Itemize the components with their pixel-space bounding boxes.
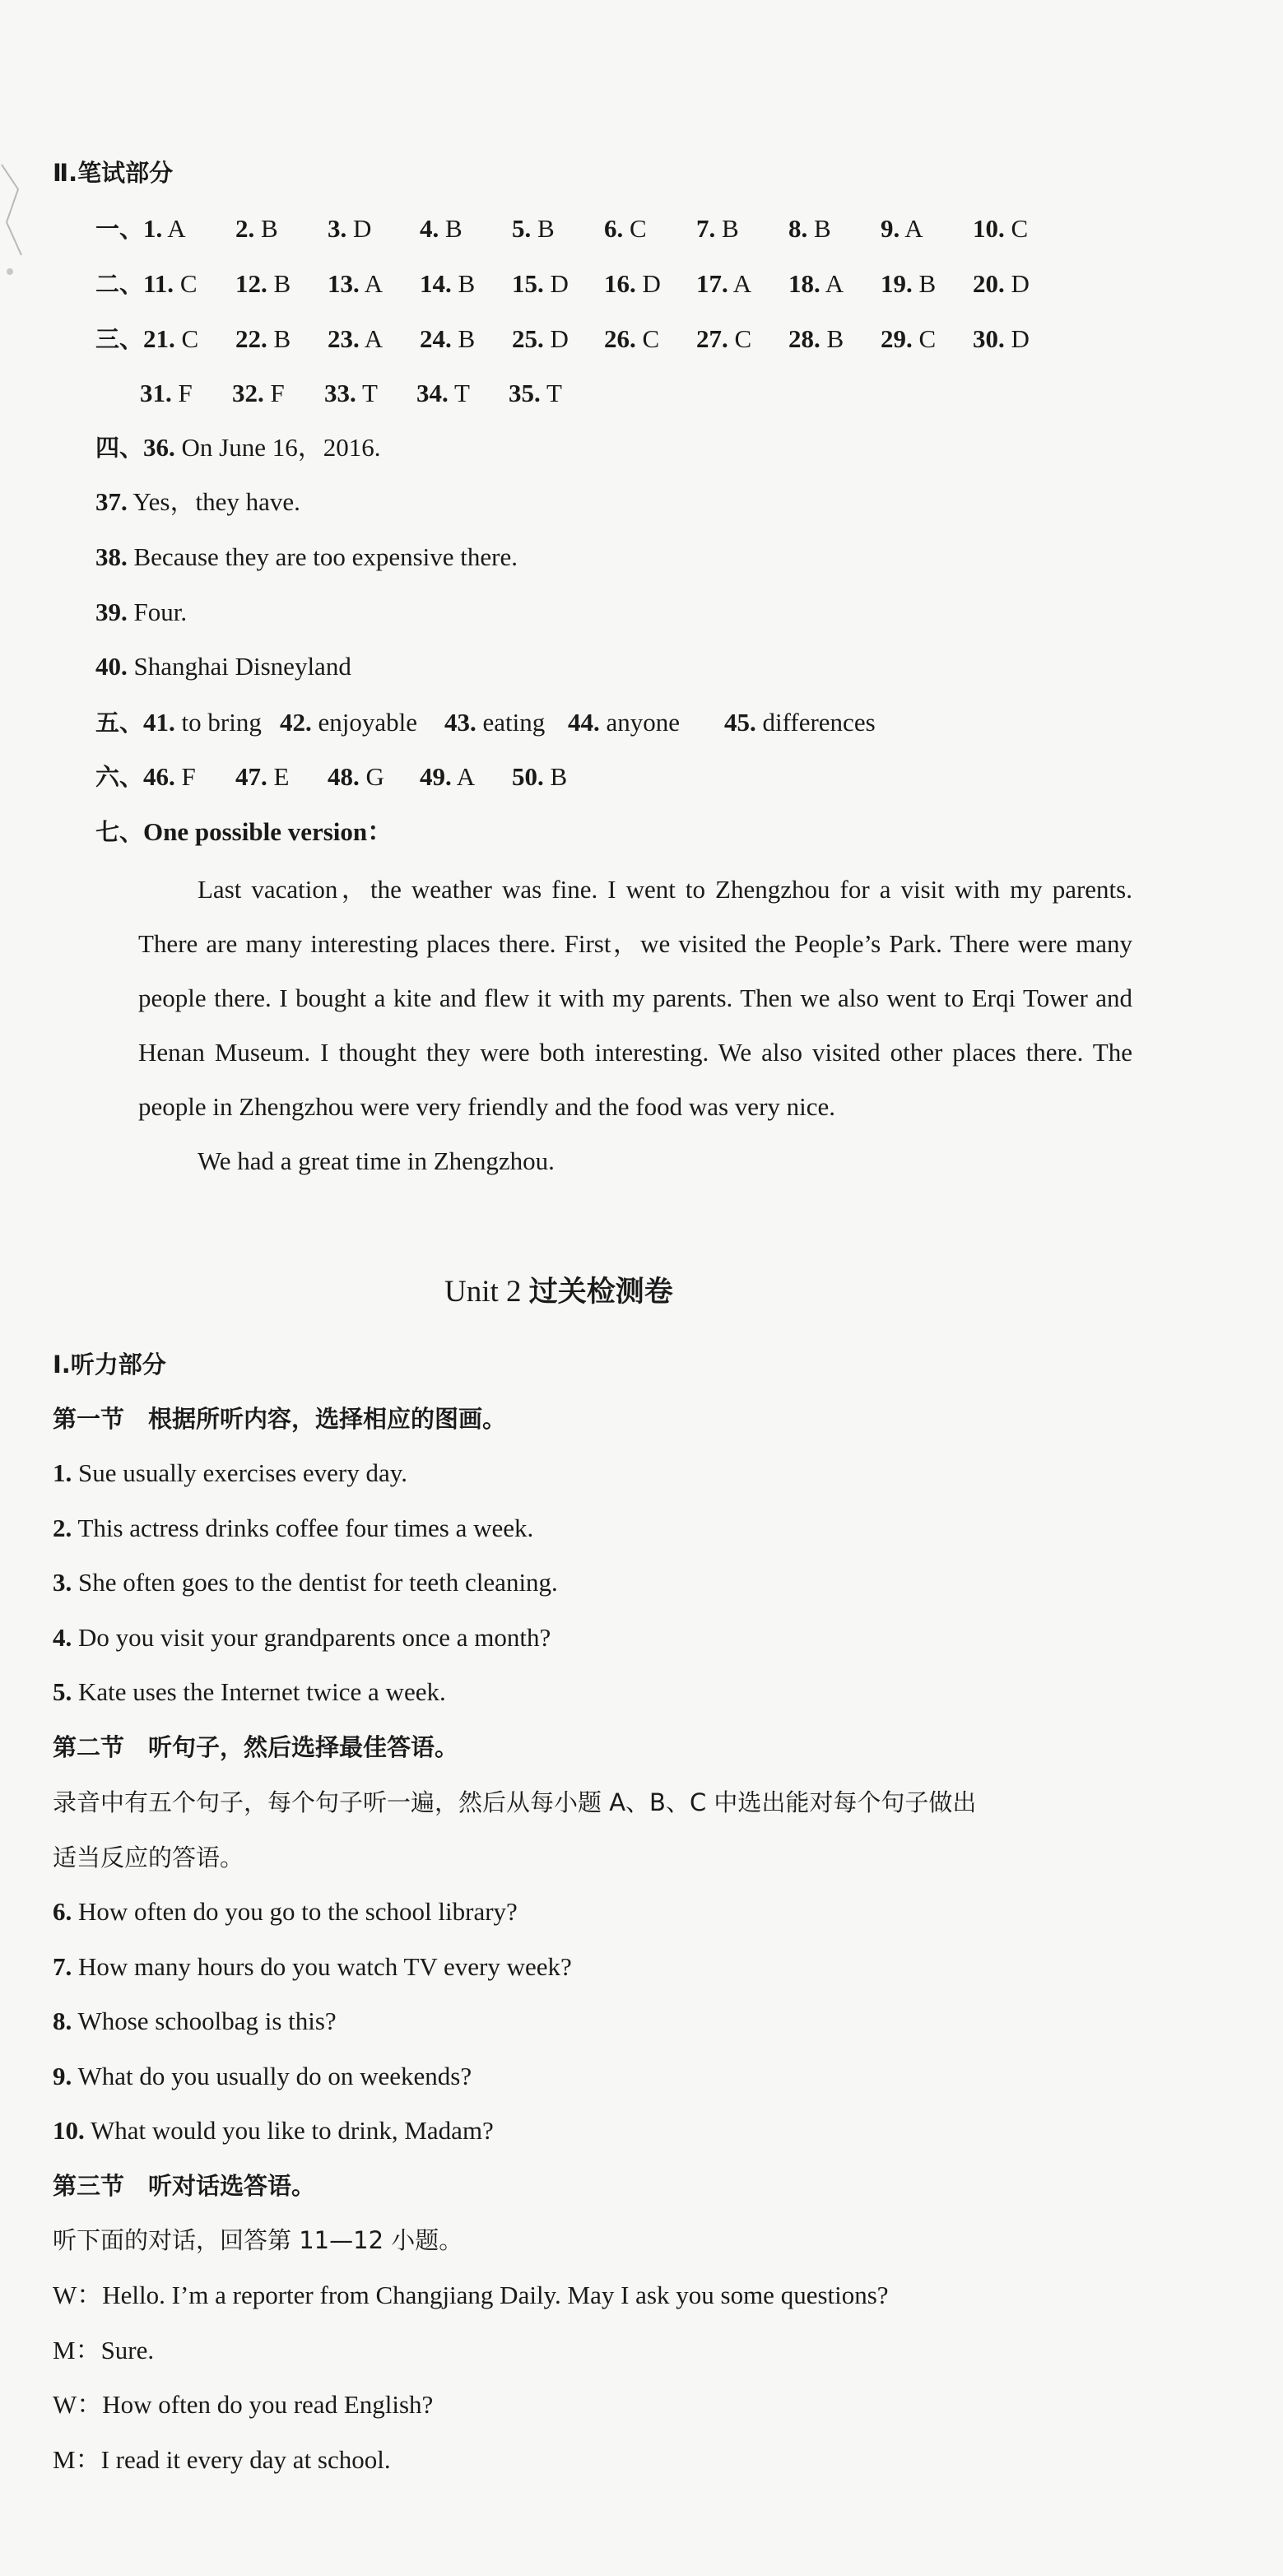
- answer-item: [444, 706, 568, 739]
- answer-item: [724, 706, 930, 739]
- listening-item: [53, 1621, 551, 1654]
- answer-value: to bring: [174, 708, 262, 737]
- answer-item: [235, 212, 328, 245]
- answer-item: [143, 706, 280, 739]
- answer-item: [788, 323, 881, 356]
- answer-value: C: [912, 324, 937, 353]
- section3-heading: 第三节 听对话选答语。: [53, 2172, 316, 2200]
- answer-value: C: [174, 324, 199, 353]
- dialogue-line-2: M：Sure.: [53, 2336, 155, 2364]
- item-text: Do you visit your grandparents once a month?: [72, 1622, 551, 1652]
- answer-value: B: [543, 762, 568, 791]
- section2-instruction-line2: 适当反应的答语。: [53, 1844, 244, 1872]
- answer-number: 23.: [328, 324, 360, 353]
- item-text: She often goes to the dentist for teeth cleaning.: [72, 1568, 558, 1597]
- essay-paragraph-2: We had a great time in Zhengzhou.: [198, 1146, 555, 1175]
- answer-number: 16.: [604, 269, 636, 298]
- item-text: Whose schoolbag is this?: [72, 2006, 337, 2035]
- answer-number: 21.: [143, 324, 175, 353]
- answer-item: [416, 377, 509, 410]
- answer-number: 31.: [140, 379, 172, 407]
- answer-number: 13.: [328, 269, 360, 298]
- answer-item: [143, 212, 235, 245]
- item-text: How often do you go to the school library?: [72, 1897, 518, 1926]
- num-37: 37.: [95, 487, 128, 516]
- answer-number: 28.: [788, 324, 820, 353]
- answer-value: A: [727, 269, 752, 298]
- answer-number: 10.: [973, 214, 1005, 243]
- listening-item: [53, 2060, 472, 2093]
- answer-number: 1.: [143, 214, 163, 243]
- answer-number: 34.: [416, 379, 449, 407]
- answer-number: 35.: [509, 379, 541, 407]
- answer-item: [512, 212, 604, 245]
- answer-value: D: [346, 214, 372, 243]
- answer-value: A: [451, 762, 476, 791]
- section-label-7: 七、: [95, 818, 144, 846]
- text-36: On June 16，2016.: [174, 433, 381, 462]
- answer-number: 42.: [280, 708, 312, 737]
- text-37: Yes，they have.: [127, 487, 300, 516]
- item-text: How many hours do you watch TV every week?: [72, 1951, 572, 1981]
- answer-number: 29.: [881, 324, 913, 353]
- unit2-title-en: Unit 2: [444, 1275, 529, 1309]
- answer-value: A: [162, 214, 186, 243]
- text-38: Because they are too expensive there.: [127, 542, 518, 571]
- section-label-1: 一、: [95, 215, 144, 243]
- item-text: What do you usually do on weekends?: [72, 2061, 472, 2090]
- answer-number: 33.: [324, 379, 356, 407]
- answer-value: E: [267, 762, 290, 791]
- answer-value: T: [448, 379, 470, 407]
- unit2-title-cn: 过关检测卷: [528, 1276, 673, 1309]
- item-text: Kate uses the Internet twice a week.: [72, 1677, 446, 1706]
- answer-item: [232, 377, 324, 410]
- item-text: This actress drinks coffee four times a week.: [72, 1513, 534, 1542]
- item-number: 10.: [53, 2116, 85, 2145]
- answer-value: F: [171, 379, 193, 407]
- answer-item: [568, 706, 724, 739]
- answer-number: 19.: [881, 269, 913, 298]
- answer-number: 6.: [604, 214, 624, 243]
- answer-value: F: [263, 379, 285, 407]
- answer-value: B: [439, 214, 463, 243]
- answer-value: D: [635, 269, 661, 298]
- answer-item: [328, 760, 420, 793]
- answer-value: T: [356, 379, 378, 407]
- answer-item: [973, 267, 1065, 300]
- answer-item: [788, 212, 881, 245]
- answer-number: 46.: [143, 762, 175, 791]
- answer-number: 11.: [143, 269, 174, 298]
- dialogue-line-4: M：I read it every day at school.: [53, 2445, 391, 2474]
- item-text: Sue usually exercises every day.: [72, 1458, 407, 1487]
- answer-value: differences: [755, 708, 876, 737]
- binding-mark-graphic: [0, 156, 25, 288]
- answer-item: [696, 212, 788, 245]
- section3-instruction: 听下面的对话，回答第 11—12 小题。: [53, 2226, 463, 2254]
- answer-item: [788, 267, 881, 300]
- listening-item: [53, 1457, 407, 1490]
- listening-item: [53, 2005, 337, 2038]
- listening-item: [53, 1895, 518, 1928]
- answer-value: A: [899, 214, 923, 243]
- answer-row-4: [140, 377, 601, 410]
- answer-number: 12.: [235, 269, 267, 298]
- answer-item: [143, 760, 235, 793]
- answer-item: [973, 212, 1065, 245]
- num-39: 39.: [95, 598, 128, 626]
- answer-value: B: [531, 214, 555, 243]
- answer-number: 50.: [512, 762, 544, 791]
- answer-item: [328, 267, 420, 300]
- answer-37: [95, 486, 300, 518]
- item-number: 3.: [53, 1568, 72, 1597]
- answer-item: [420, 760, 512, 793]
- answer-item: [420, 267, 512, 300]
- writing-heading-text: One possible version：: [143, 817, 393, 846]
- answer-number: 4.: [420, 214, 439, 243]
- item-text: What would you like to drink, Madam?: [84, 2116, 494, 2145]
- answer-row-2: [95, 267, 1065, 300]
- answer-number: 49.: [420, 762, 452, 791]
- answer-value: anyone: [599, 708, 681, 737]
- answer-item: [420, 212, 512, 245]
- answer-item: [881, 212, 973, 245]
- item-number: 4.: [53, 1622, 72, 1652]
- answer-item: [328, 212, 420, 245]
- answer-number: 2.: [235, 214, 255, 243]
- answer-item: [235, 267, 328, 300]
- listening-item: [53, 1512, 533, 1545]
- num-40: 40.: [95, 652, 128, 681]
- answer-value: D: [543, 324, 569, 353]
- answer-number: 24.: [420, 324, 452, 353]
- section-label-5: 五、: [95, 709, 144, 737]
- answer-value: D: [1004, 324, 1030, 353]
- dialogue-line-1: W：Hello. I’m a reporter from Changjiang Daily. May I ask you some questions?: [53, 2281, 889, 2309]
- section1-heading: 第一节 根据所听内容，选择相应的图画。: [53, 1405, 507, 1433]
- essay-paragraph-1: Last vacation，the weather was fine. I went to Zhengzhou for a visit with my parents. There are many interesting places there. First，we visited the People’s Park. There were many people there. I bought a kite and flew it with my parents. Then we also went to Erqi Tower and Henan Museum. I thought they were both interesting. We also visited other places there. The people in Zhengzhou were very friendly and the food was very nice.: [138, 875, 1132, 1121]
- answer-value: G: [359, 762, 384, 791]
- answer-item: [143, 323, 235, 356]
- answer-item: [604, 323, 696, 356]
- answer-item: [143, 267, 235, 300]
- answer-number: 9.: [881, 214, 900, 243]
- answer-value: B: [451, 269, 476, 298]
- writing-heading: [95, 816, 393, 849]
- answer-value: B: [267, 269, 291, 298]
- answer-value: B: [451, 324, 476, 353]
- unit2-title: [444, 1272, 673, 1313]
- answer-value: B: [820, 324, 844, 353]
- answer-number: 20.: [973, 269, 1005, 298]
- answer-row-6: [95, 760, 604, 793]
- answer-number: 26.: [604, 324, 636, 353]
- item-number: 8.: [53, 2006, 72, 2035]
- item-number: 9.: [53, 2061, 72, 2090]
- listening-heading: Ⅰ.听力部分: [53, 1351, 166, 1379]
- section-label-6: 六、: [95, 763, 144, 791]
- answer-value: A: [359, 269, 384, 298]
- item-number: 5.: [53, 1677, 72, 1706]
- answer-value: T: [540, 379, 562, 407]
- answer-item: [604, 267, 696, 300]
- answer-36: [95, 431, 380, 464]
- answer-row-5: [95, 706, 930, 739]
- answer-value: B: [807, 214, 831, 243]
- answer-item: [328, 323, 420, 356]
- section2-instruction-line1: 录音中有五个句子，每个句子听一遍，然后从每小题 A、B、C 中选出能对每个句子做出: [53, 1788, 977, 1816]
- answer-item: [604, 212, 696, 245]
- answer-number: 43.: [444, 708, 476, 737]
- answer-value: enjoyable: [311, 708, 418, 737]
- item-number: 1.: [53, 1458, 72, 1487]
- answer-value: A: [359, 324, 384, 353]
- listening-item: [53, 1951, 572, 1983]
- answer-39: [95, 596, 187, 629]
- answer-number: 44.: [568, 708, 600, 737]
- answer-value: F: [174, 762, 196, 791]
- answer-value: B: [254, 214, 278, 243]
- listening-item: [53, 2114, 494, 2147]
- item-number: 7.: [53, 1951, 72, 1981]
- answer-item: [420, 323, 512, 356]
- answer-value: eating: [476, 708, 546, 737]
- answer-value: C: [623, 214, 647, 243]
- answer-item: [696, 267, 788, 300]
- answer-item: [509, 377, 601, 410]
- item-number: 6.: [53, 1897, 72, 1926]
- answer-item: [280, 706, 444, 739]
- answer-number: 8.: [788, 214, 808, 243]
- dialogue-line-3: W：How often do you read English?: [53, 2390, 434, 2419]
- answer-item: [140, 377, 232, 410]
- answer-item: [881, 323, 973, 356]
- answer-number: 17.: [696, 269, 728, 298]
- section-label-4: 四、: [95, 434, 144, 462]
- answer-number: 22.: [235, 324, 267, 353]
- section-label-2: 二、: [95, 270, 144, 298]
- answer-number: 18.: [788, 269, 820, 298]
- answer-value: B: [912, 269, 937, 298]
- answer-number: 3.: [328, 214, 347, 243]
- listening-item: [53, 1566, 558, 1599]
- part2-heading: Ⅱ.笔试部分: [53, 159, 174, 187]
- answer-value: B: [715, 214, 739, 243]
- answer-value: C: [727, 324, 752, 353]
- answer-number: 14.: [420, 269, 452, 298]
- answer-item: [512, 760, 604, 793]
- answer-item: [512, 323, 604, 356]
- answer-number: 15.: [512, 269, 544, 298]
- answer-value: C: [635, 324, 660, 353]
- answer-item: [324, 377, 416, 410]
- answer-number: 47.: [235, 762, 267, 791]
- answer-number: 41.: [143, 708, 175, 737]
- text-40: Shanghai Disneyland: [127, 652, 351, 681]
- answer-value: A: [820, 269, 844, 298]
- section2-heading: 第二节 听句子，然后选择最佳答语。: [53, 1733, 459, 1761]
- answer-value: D: [543, 269, 569, 298]
- section-label-3: 三、: [95, 325, 144, 353]
- answer-number: 45.: [724, 708, 756, 737]
- text-39: Four.: [127, 598, 188, 626]
- answer-row-1: [95, 212, 1065, 245]
- answer-value: C: [1004, 214, 1029, 243]
- answer-item: [235, 323, 328, 356]
- answer-value: D: [1004, 269, 1030, 298]
- sample-essay: [138, 863, 1132, 1188]
- num-36: 36.: [143, 433, 175, 462]
- answer-value: B: [267, 324, 291, 353]
- num-38: 38.: [95, 542, 128, 571]
- answer-40: [95, 650, 351, 683]
- answer-item: [235, 760, 328, 793]
- answer-item: [512, 267, 604, 300]
- answer-number: 48.: [328, 762, 360, 791]
- answer-item: [881, 267, 973, 300]
- answer-number: 5.: [512, 214, 532, 243]
- answer-38: [95, 541, 518, 574]
- answer-value: C: [174, 269, 198, 298]
- answer-number: 32.: [232, 379, 264, 407]
- answer-row-3: [95, 323, 1065, 356]
- answer-number: 7.: [696, 214, 716, 243]
- answer-number: 30.: [973, 324, 1005, 353]
- item-number: 2.: [53, 1513, 72, 1542]
- answer-item: [973, 323, 1065, 356]
- answer-number: 25.: [512, 324, 544, 353]
- answer-item: [696, 323, 788, 356]
- listening-item: [53, 1676, 446, 1709]
- answer-number: 27.: [696, 324, 728, 353]
